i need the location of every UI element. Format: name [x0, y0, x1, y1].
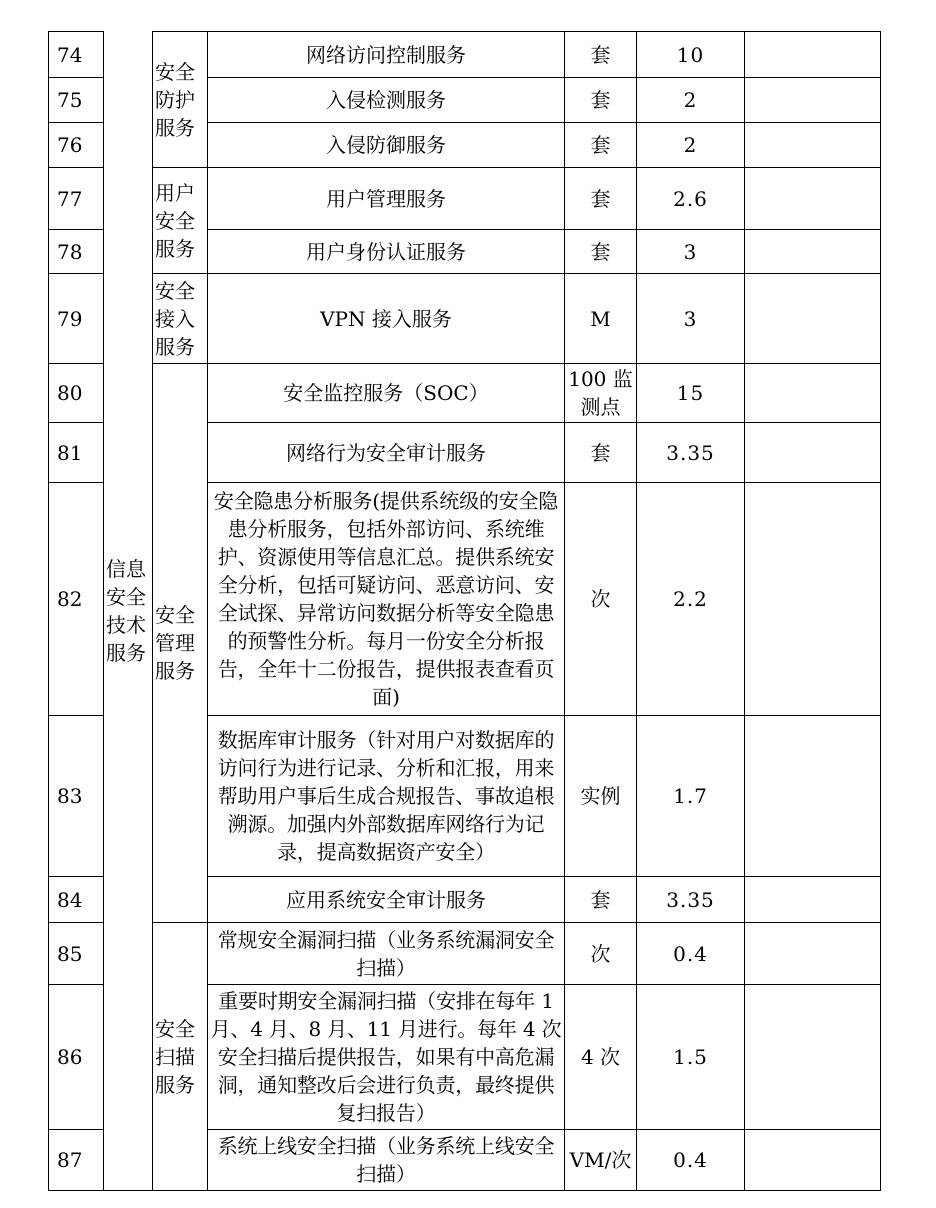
- group-security-management: 安全管理服务: [153, 364, 208, 923]
- table-row: [49, 364, 881, 423]
- unit: 套: [565, 423, 637, 483]
- group-security-scanning: 安全扫描服务: [153, 923, 208, 1191]
- service-name: 系统上线安全扫描（业务系统上线安全扫描）: [208, 1130, 565, 1191]
- unit: 4 次: [565, 985, 637, 1130]
- unit: 套: [565, 123, 637, 168]
- remark: [745, 274, 881, 364]
- row-number: 84: [49, 877, 104, 923]
- group-security-protection: 安全防护服务: [153, 32, 208, 168]
- quantity: 3: [637, 230, 745, 274]
- remark: [745, 923, 881, 985]
- unit: 套: [565, 32, 637, 78]
- table-row: [49, 32, 881, 78]
- service-name: 用户身份认证服务: [208, 230, 565, 274]
- service-name: 安全隐患分析服务(提供系统级的安全隐患分析服务，包括外部访问、系统维护、资源使用等信息汇总。提供系统安全分析，包括可疑访问、恶意访问、安全试探、异常访问数据分析等安全隐患的预警性分析。每月一份安全分析报告，全年十二份报告，提供报表查看页面): [208, 483, 565, 716]
- service-name: 常规安全漏洞扫描（业务系统漏洞安全扫描）: [208, 923, 565, 985]
- quantity: 2: [637, 123, 745, 168]
- unit: 套: [565, 78, 637, 123]
- unit: 套: [565, 168, 637, 230]
- service-name: 数据库审计服务（针对用户对数据库的访问行为进行记录、分析和汇报，用来帮助用户事后生成合规报告、事故追根溯源。加强内外部数据库网络行为记录，提高数据资产安全）: [208, 716, 565, 877]
- remark: [745, 123, 881, 168]
- row-number: 81: [49, 423, 104, 483]
- row-number: 74: [49, 32, 104, 78]
- row-number: 80: [49, 364, 104, 423]
- table-row: [49, 168, 881, 230]
- service-table: [48, 31, 881, 1191]
- quantity: 1.7: [637, 716, 745, 877]
- remark: [745, 423, 881, 483]
- unit: M: [565, 274, 637, 364]
- row-number: 78: [49, 230, 104, 274]
- service-name: 安全监控服务（SOC）: [208, 364, 565, 423]
- remark: [745, 230, 881, 274]
- unit: 次: [565, 483, 637, 716]
- quantity: 2: [637, 78, 745, 123]
- row-number: 87: [49, 1130, 104, 1191]
- group-secure-access: 安全接入服务: [153, 274, 208, 364]
- quantity: 1.5: [637, 985, 745, 1130]
- service-name: 网络行为安全审计服务: [208, 423, 565, 483]
- row-number: 85: [49, 923, 104, 985]
- unit: 套: [565, 230, 637, 274]
- quantity: 15: [637, 364, 745, 423]
- remark: [745, 32, 881, 78]
- remark: [745, 877, 881, 923]
- remark: [745, 985, 881, 1130]
- group-user-security: 用户安全服务: [153, 168, 208, 274]
- row-number: 86: [49, 985, 104, 1130]
- quantity: 0.4: [637, 1130, 745, 1191]
- unit: 100 监测点: [565, 364, 637, 423]
- service-name: 入侵防御服务: [208, 123, 565, 168]
- service-name: 应用系统安全审计服务: [208, 877, 565, 923]
- row-number: 83: [49, 716, 104, 877]
- unit: 次: [565, 923, 637, 985]
- quantity: 3: [637, 274, 745, 364]
- remark: [745, 364, 881, 423]
- unit: 套: [565, 877, 637, 923]
- remark: [745, 716, 881, 877]
- quantity: 3.35: [637, 423, 745, 483]
- quantity: 2.6: [637, 168, 745, 230]
- row-number: 75: [49, 78, 104, 123]
- remark: [745, 168, 881, 230]
- row-number: 82: [49, 483, 104, 716]
- unit: 实例: [565, 716, 637, 877]
- category-info-security-tech-services: 信息安全技术服务: [104, 32, 153, 1191]
- service-name: 入侵检测服务: [208, 78, 565, 123]
- unit: VM/次: [565, 1130, 637, 1191]
- row-number: 77: [49, 168, 104, 230]
- remark: [745, 1130, 881, 1191]
- row-number: 76: [49, 123, 104, 168]
- row-number: 79: [49, 274, 104, 364]
- service-name: VPN 接入服务: [208, 274, 565, 364]
- table-row: [49, 923, 881, 985]
- quantity: 3.35: [637, 877, 745, 923]
- service-name: 网络访问控制服务: [208, 32, 565, 78]
- service-name: 重要时期安全漏洞扫描（安排在每年 1 月、4 月、8 月、11 月进行。每年 4 次安全扫描后提供报告，如果有中高危漏洞，通知整改后会进行负责，最终提供复扫报告）: [208, 985, 565, 1130]
- quantity: 0.4: [637, 923, 745, 985]
- service-name: 用户管理服务: [208, 168, 565, 230]
- remark: [745, 78, 881, 123]
- remark: [745, 483, 881, 716]
- table-row: [49, 274, 881, 364]
- quantity: 10: [637, 32, 745, 78]
- quantity: 2.2: [637, 483, 745, 716]
